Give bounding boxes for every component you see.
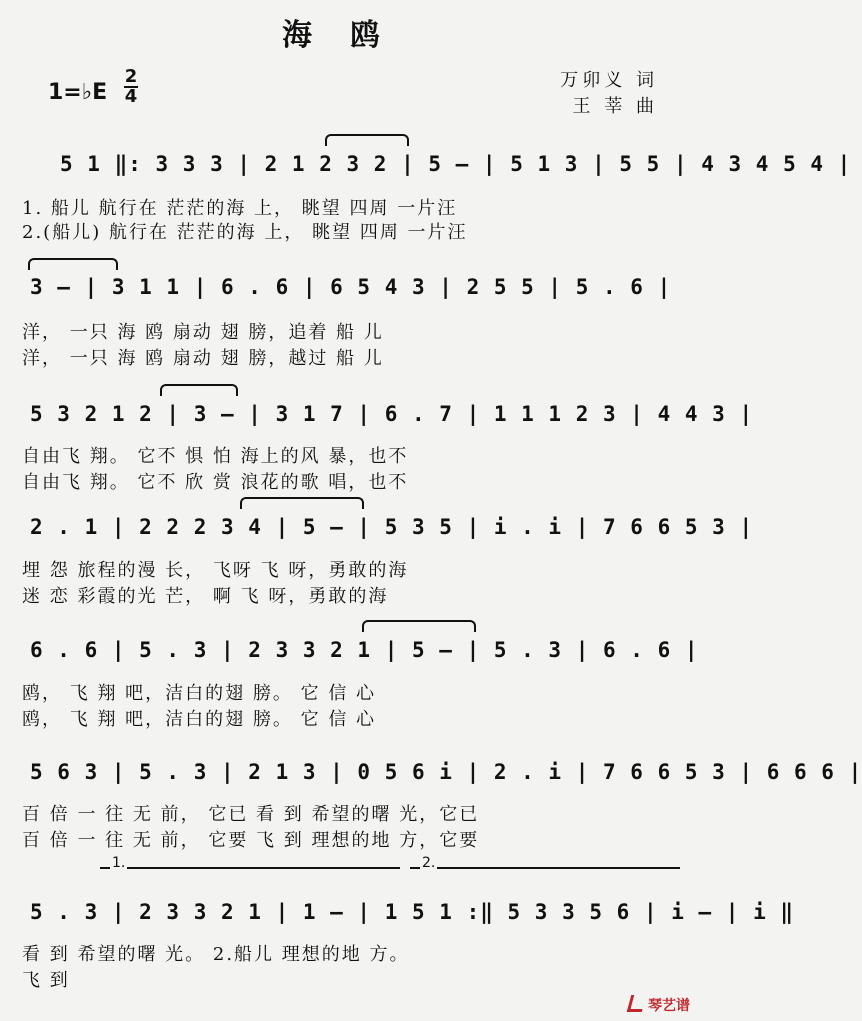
lyrics-row-3-verse-2: 自由飞 翔。 它不 欣 赏 浪花的歌 唱，也不 xyxy=(22,472,409,493)
logo-icon xyxy=(627,995,647,1012)
key-signature: 1=♭E xyxy=(48,80,108,105)
lyrics-row-7-verse-1: 看 到 希望的曙 光。 2.船儿 理想的地 方。 xyxy=(22,944,410,965)
time-signature xyxy=(124,68,138,106)
notes-row-4: 2 . 1 | 2 2 2 3 4 | 5 – | 5 3 5 | i . i | 7 6 6 5 3 | xyxy=(30,515,754,539)
lyrics-row-2-verse-2: 洋， 一只 海 鸥 扇动 翅 膀，越过 船 儿 xyxy=(22,348,384,369)
notes-row-3: 5 3 2 1 2 | 3 – | 3 1 7 | 6 . 7 | 1 1 1 2 3 | 4 4 3 | xyxy=(30,402,754,426)
lyricist-credit: 万卯义 词 xyxy=(560,70,658,91)
notes-row-7: 5 . 3 | 2 3 3 2 1 | 1 – | 1 5 1 :‖ 5 3 3 5 6 | i – | i ‖ xyxy=(30,900,795,924)
tie-arc xyxy=(160,384,238,396)
volta-bracket-second xyxy=(410,855,680,879)
meter-bottom: 4 xyxy=(124,86,138,107)
lyrics-row-4-verse-2: 迷 恋 彩霞的光 芒， 啊 飞 呀，勇敢的海 xyxy=(22,586,389,607)
tie-arc xyxy=(325,134,409,146)
tie-arc xyxy=(240,497,364,509)
lyrics-row-1-verse-2: 2.(船儿) 航行在 茫茫的海 上， 眺望 四周 一片汪 xyxy=(22,222,468,243)
lyrics-row-6-verse-1: 百 倍 一 往 无 前， 它已 看 到 希望的曙 光，它已 xyxy=(22,804,480,825)
meter-top: 2 xyxy=(124,66,138,87)
tie-arc xyxy=(362,620,476,632)
lyrics-row-2-verse-1: 洋， 一只 海 鸥 扇动 翅 膀，追着 船 儿 xyxy=(22,322,384,343)
lyrics-row-6-verse-2: 百 倍 一 往 无 前， 它要 飞 到 理想的地 方，它要 xyxy=(22,830,480,851)
volta-label-first: 1. xyxy=(112,855,126,871)
lyrics-row-5-verse-2: 鸥， 飞 翔 吧，洁白的翅 膀。 它 信 心 xyxy=(22,709,377,730)
notes-row-6: 5 6 3 | 5 . 3 | 2 1 3 | 0 5 6 i | 2 . i | 7 6 6 5 3 | 6 6 6 | xyxy=(30,760,862,784)
composer-credit: 王 莘 曲 xyxy=(572,96,658,117)
song-title: 海鸥 xyxy=(282,18,418,53)
lyrics-row-4-verse-1: 埋 怨 旅程的漫 长， 飞呀 飞 呀，勇敢的海 xyxy=(22,560,409,581)
lyrics-row-5-verse-1: 鸥， 飞 翔 吧，洁白的翅 膀。 它 信 心 xyxy=(22,683,377,704)
notes-row-5: 6 . 6 | 5 . 3 | 2 3 3 2 1 | 5 – | 5 . 3 | 6 . 6 | xyxy=(30,638,699,662)
volta-label-second: 2. xyxy=(422,855,436,871)
notes-row-2: 3 – | 3 1 1 | 6 . 6 | 6 5 4 3 | 2 5 5 | 5 . 6 | xyxy=(30,275,672,299)
tie-arc xyxy=(28,258,118,270)
volta-bracket-first xyxy=(100,855,400,879)
lyrics-row-3-verse-1: 自由飞 翔。 它不 惧 怕 海上的风 暴，也不 xyxy=(22,446,409,467)
site-watermark: 琴艺谱 xyxy=(629,995,690,1015)
notes-row-1: 5 1 ‖: 3 3 3 | 2 1 2 3 2 | 5 – | 5 1 3 | 5 5 | 4 3 4 5 4 | xyxy=(60,152,852,176)
lyrics-row-1-verse-1: 1. 船儿 航行在 茫茫的海 上， 眺望 四周 一片汪 xyxy=(22,198,458,219)
lyrics-row-7-verse-2: 飞 到 xyxy=(22,970,70,991)
